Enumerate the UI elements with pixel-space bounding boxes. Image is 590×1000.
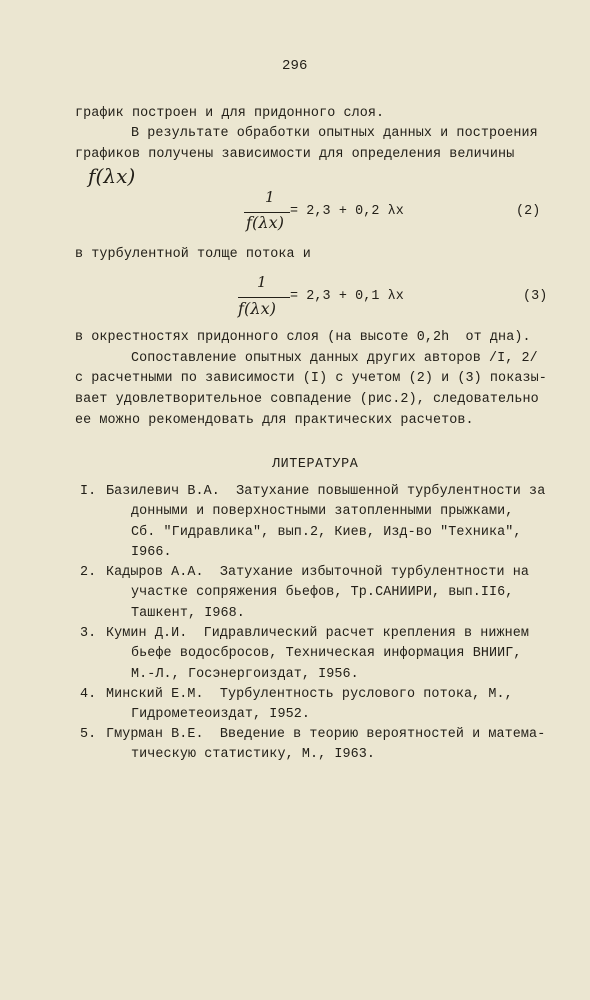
body-line-2: В результате обработки опытных данных и построения bbox=[131, 126, 538, 141]
reference-line: Ташкент, I968. bbox=[131, 606, 245, 621]
formula-2-denominator: f(λx) bbox=[246, 213, 285, 232]
reference-line: донными и поверхностными затопленными прыжками, bbox=[131, 504, 514, 519]
paragraph-2-line-4: вает удовлетворительное совпадение (рис.2), следовательно bbox=[75, 392, 539, 407]
text-turbulent: в турбулентной толще потока и bbox=[75, 247, 311, 262]
reference-line: Гидрометеоиздат, I952. bbox=[131, 707, 310, 722]
reference-number: 3. bbox=[80, 626, 97, 641]
reference-number: 5. bbox=[80, 727, 97, 742]
formula-3-number: (3) bbox=[523, 289, 548, 304]
reference-line: участке сопряжения бьефов, Тр.САНИИРИ, вып.II6, bbox=[131, 585, 514, 600]
formula-2-rhs: = 2,3 + 0,2 λx bbox=[290, 204, 404, 219]
paragraph-2-line-1: в окрестностях придонного слоя (на высоте 0,2h от дна). bbox=[75, 330, 531, 345]
references-heading: ЛИТЕРАТУРА bbox=[272, 457, 359, 472]
reference-line: бьефе водосбросов, Техническая информация ВНИИГ, bbox=[131, 646, 522, 661]
paragraph-2-line-2: Сопоставление опытных данных других авторов /I, 2/ bbox=[131, 351, 538, 366]
reference-number: 2. bbox=[80, 565, 97, 580]
formula-3-numerator: 1 bbox=[257, 273, 267, 291]
reference-line: I966. bbox=[131, 545, 172, 560]
fx-symbol: f(λx) bbox=[88, 164, 136, 188]
reference-line: Кумин Д.И. Гидравлический расчет крепления в нижнем bbox=[106, 626, 530, 641]
body-line-3: графиков получены зависимости для определения величины bbox=[75, 147, 515, 162]
paragraph-2-line-3: с расчетными по зависимости (I) с учетом (2) и (3) показы- bbox=[75, 371, 547, 386]
formula-2-numerator: 1 bbox=[265, 188, 275, 206]
reference-line: тическую статистику, М., I963. bbox=[131, 747, 376, 762]
reference-line: Сб. "Гидравлика", вып.2, Киев, Изд-во "Техника", bbox=[131, 525, 522, 540]
formula-2-number: (2) bbox=[516, 204, 541, 219]
formula-3-rhs: = 2,3 + 0,1 λx bbox=[290, 289, 404, 304]
formula-3-fraction-bar bbox=[238, 297, 290, 298]
reference-line: М.-Л., Госэнергоиздат, I956. bbox=[131, 667, 359, 682]
reference-number: 4. bbox=[80, 687, 97, 702]
body-line-1: график построен и для придонного слоя. bbox=[75, 106, 385, 121]
formula-3-denominator: f(λx) bbox=[238, 299, 277, 318]
paragraph-2-line-5: ее можно рекомендовать для практических расчетов. bbox=[75, 413, 474, 428]
page-number: 296 bbox=[282, 58, 308, 74]
reference-line: Базилевич В.А. Затухание повышенной турбулентности за bbox=[106, 484, 546, 499]
reference-number: I. bbox=[80, 484, 97, 499]
reference-line: Минский Е.М. Турбулентность руслового потока, М., bbox=[106, 687, 513, 702]
reference-line: Кадыров А.А. Затухание избыточной турбулентности на bbox=[106, 565, 530, 580]
reference-line: Гмурман В.Е. Введение в теорию вероятностей и матема- bbox=[106, 727, 546, 742]
